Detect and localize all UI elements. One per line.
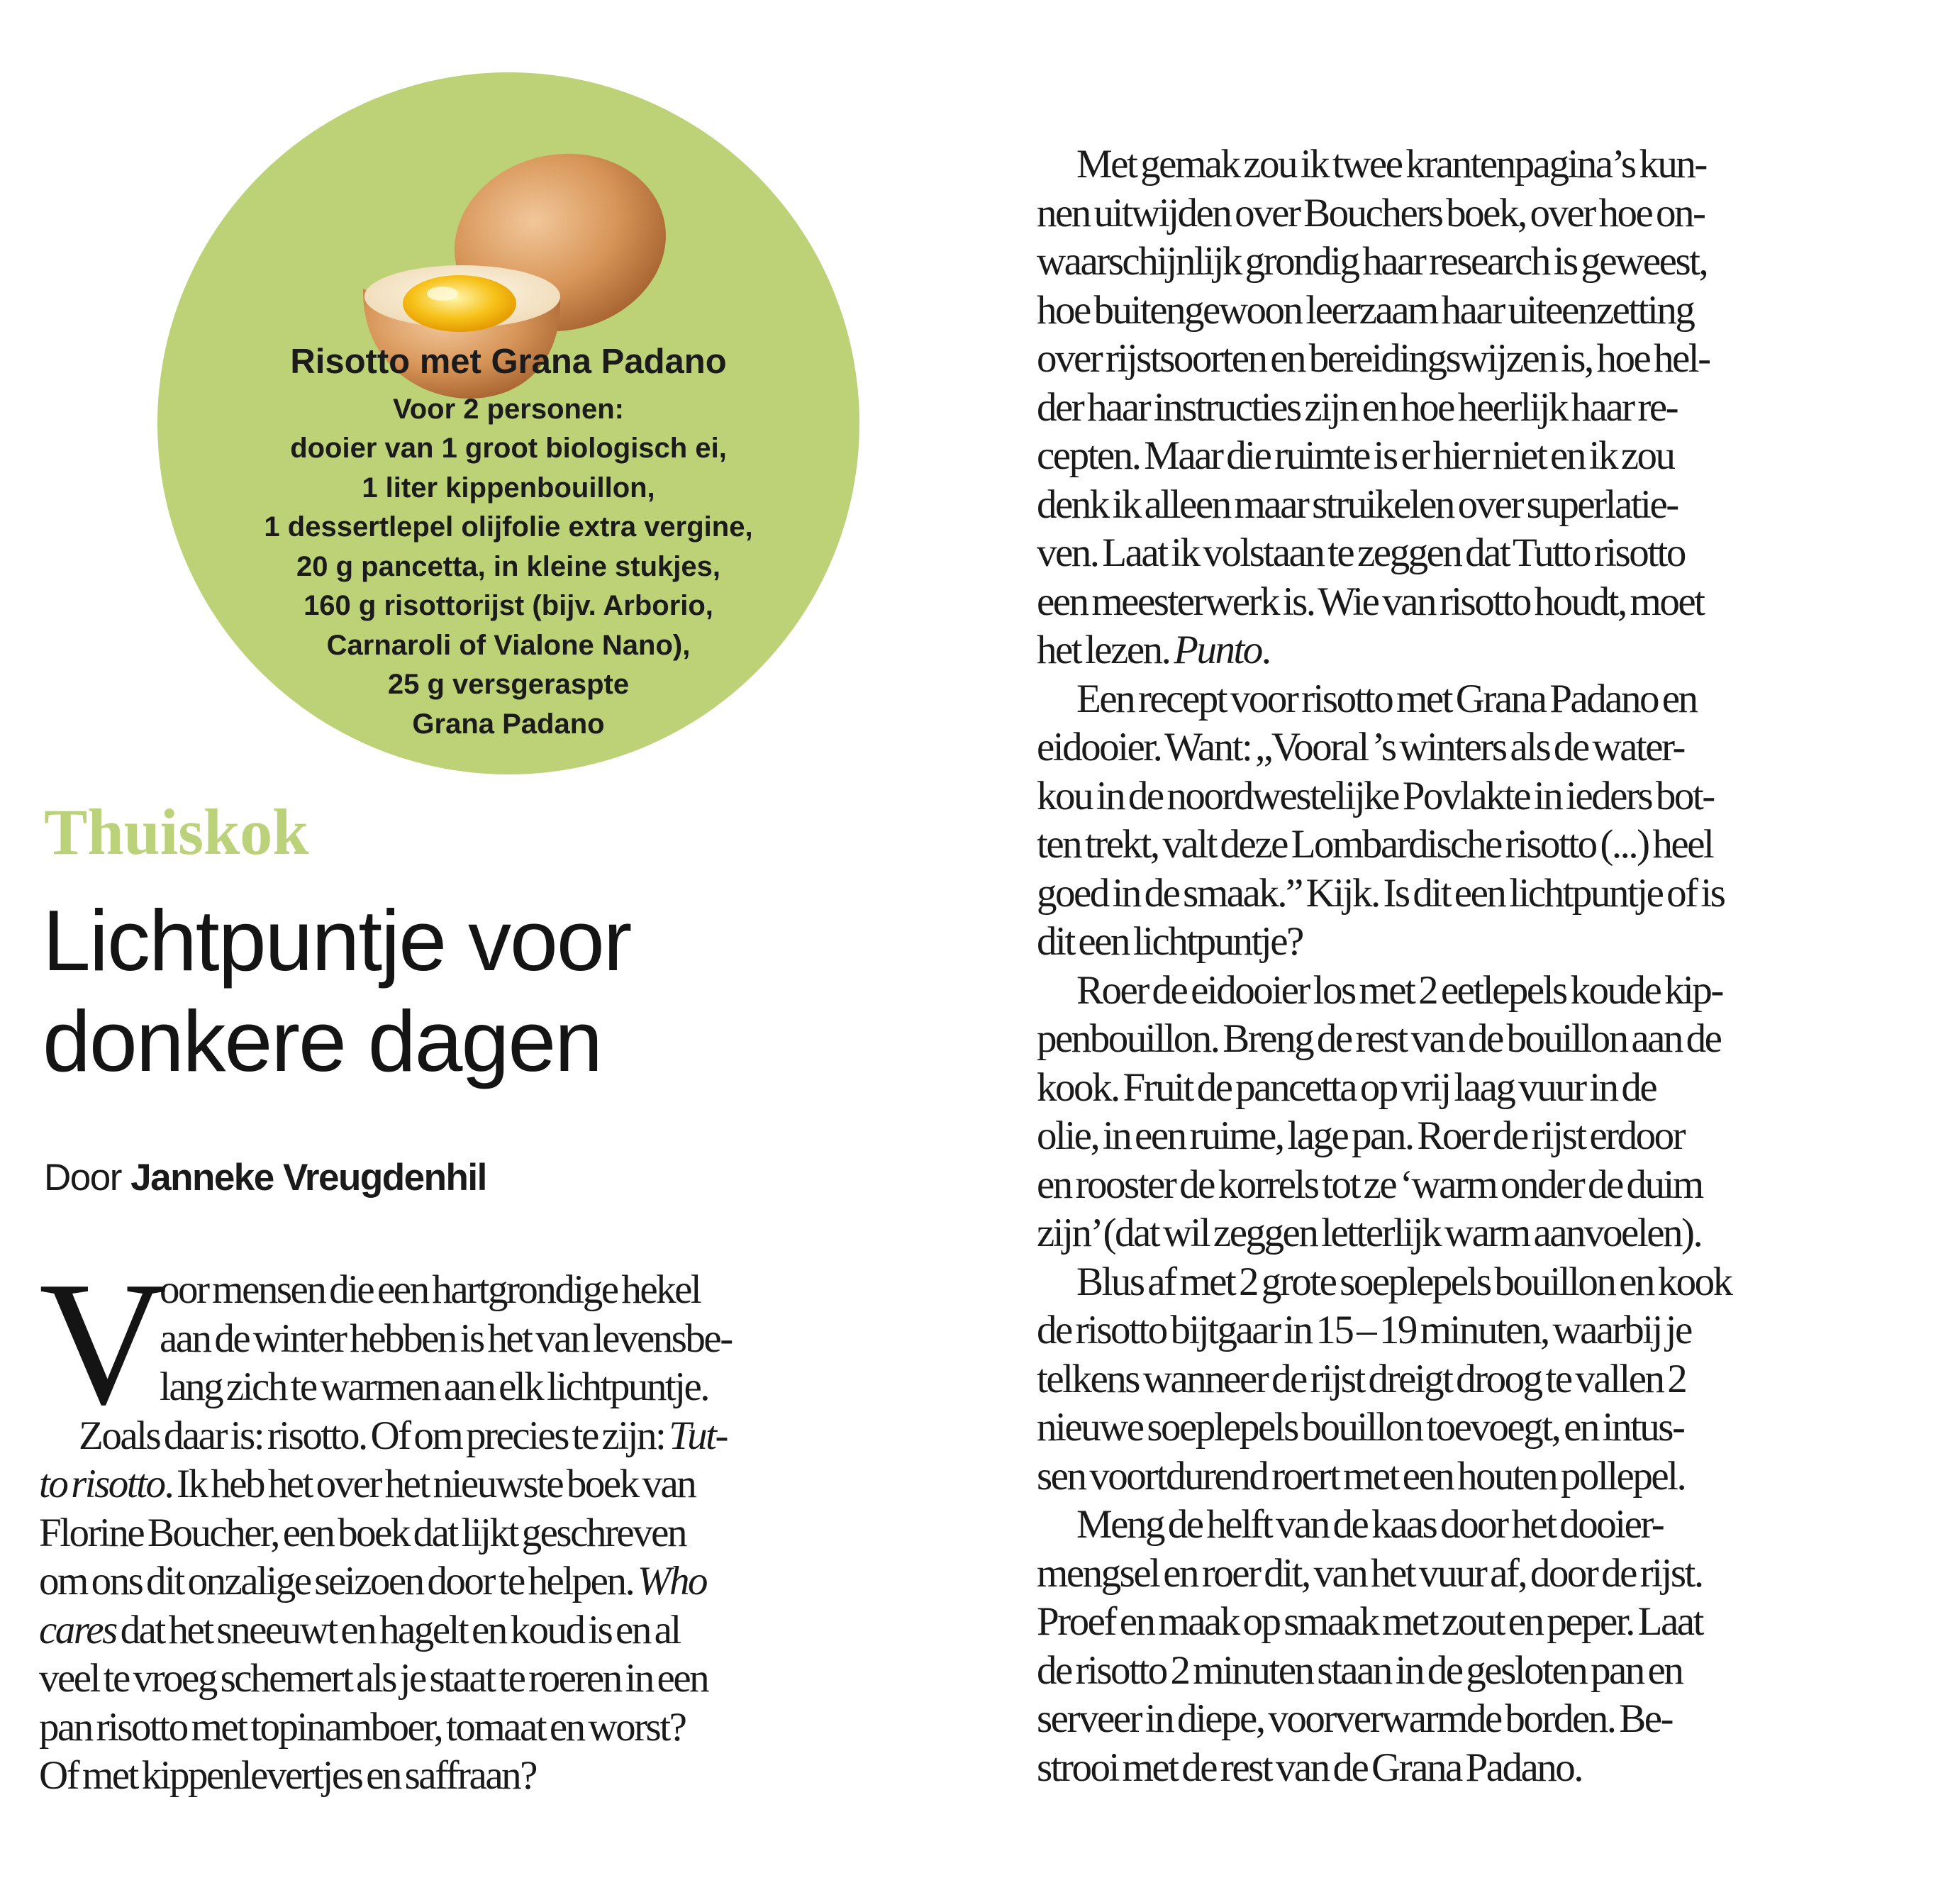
body-line: ten trekt, valt deze Lombardische risotto (...) heel	[1037, 822, 1713, 867]
body-line: kook. Fruit de pancetta op vrij laag vuur in de	[1037, 1064, 1656, 1110]
body-line: penbouillon. Breng de rest van de bouillon aan de	[1037, 1016, 1721, 1061]
ingredient: 160 g risottorijst (bijv. Arborio,	[304, 590, 713, 621]
body-line: Proef en maak op smaak met zout en peper. Laat	[1037, 1599, 1703, 1644]
body-line: Florine Boucher, een boek dat lijkt geschreven	[39, 1510, 686, 1555]
book-title: Tut-	[669, 1413, 727, 1458]
body-line: hoe buitengewoon leerzaam haar uiteenzetting	[1037, 287, 1694, 333]
body-line: olie, in een ruime, lage pan. Roer de rijst erdoor	[1037, 1113, 1685, 1158]
book-title: to risotto	[39, 1462, 165, 1506]
ingredient: 1 liter kippenbouillon,	[362, 472, 655, 504]
italic-phrase: Who	[637, 1559, 706, 1603]
byline	[44, 1153, 486, 1203]
body-line: nieuwe soeplepels bouillon toevoegt, en intus-	[1037, 1405, 1684, 1450]
body-line: dit een lichtpuntje?	[1037, 919, 1303, 964]
body-line: sen voortdurend roert met een houten pollepel.	[1037, 1453, 1686, 1499]
body-line: goed in de smaak.” Kijk. Is dit een lichtpuntje of is	[1037, 870, 1725, 916]
body-column-left	[39, 1245, 911, 1801]
body-line: nen uitwijden over Bouchers boek, over hoe on-	[1037, 190, 1705, 235]
body-line: lang zich te warmen aan elk lichtpuntje.	[160, 1364, 709, 1409]
drop-cap: V	[39, 1245, 167, 1442]
italic-phrase: cares	[39, 1607, 116, 1652]
section-kicker: Thuiskok	[44, 796, 309, 868]
body-line: aan de winter hebben is het van levensbe-	[160, 1316, 732, 1361]
body-line: zijn’ (dat wil zeggen letterlijk warm aanvoelen).	[1037, 1211, 1702, 1255]
body-line: pan risotto met topinamboer, tomaat en worst?	[39, 1704, 686, 1750]
recipe-serves: Voor 2 personen:	[393, 394, 624, 425]
body-line: veel te vroeg schemert als je staat te roeren in een	[39, 1656, 708, 1701]
byline-prefix: Door	[44, 1157, 121, 1199]
ingredient: 20 g pancetta, in kleine stukjes,	[296, 550, 720, 582]
ingredient: 25 g versgeraspte	[387, 669, 630, 700]
recipe-box	[157, 72, 859, 774]
yolk	[403, 275, 516, 332]
ingredient: Grana Padano	[412, 708, 605, 740]
body-line: Zoals daar is: risotto. Of om precies te zijn: Tut-	[79, 1413, 727, 1458]
recipe-text	[157, 337, 859, 744]
ingredient: 1 dessertlepel olijfolie extra vergine,	[264, 511, 753, 543]
body-line: Roer de eidooier los met 2 eetlepels koude kip-	[1076, 967, 1722, 1013]
ingredient: Carnaroli of Vialone Nano),	[326, 629, 691, 661]
byline-author: Janneke Vreugdenhil	[130, 1157, 486, 1199]
body-line: ven. Laat ik volstaan te zeggen dat Tutto risotto	[1037, 530, 1685, 575]
body-line: waarschijnlijk grondig haar research is geweest,	[1037, 239, 1708, 284]
body-column-right	[1037, 140, 1916, 1792]
body-line: mengsel en roer dit, van het vuur af, door de rijst.	[1037, 1550, 1703, 1596]
body-line: cepten. Maar die ruimte is er hier niet en ik zou	[1037, 433, 1674, 478]
headline-line: Lichtpuntje voor	[43, 892, 631, 989]
body-line: serveer in diepe, voorverwarmde borden. Be-	[1037, 1696, 1672, 1741]
body-line: oor mensen die een hartgrondige hekel	[160, 1267, 701, 1312]
body-line: de risotto bijtgaar in 15 – 19 minuten, waarbij je	[1037, 1308, 1691, 1352]
body-line: om ons dit onzalige seizoen door te helpen. Who	[39, 1559, 706, 1603]
body-line: over rijstsoorten en bereidingswijzen is, hoe hel-	[1037, 336, 1710, 381]
recipe-title: Risotto met Grana Padano	[290, 343, 727, 381]
body-line: cares dat het sneeuwt en hagelt en koud is en al	[39, 1607, 680, 1652]
body-line: het lezen. Punto.	[1037, 628, 1270, 672]
headline-line: donkere dagen	[43, 993, 602, 1089]
ingredient: dooier van 1 groot biologisch ei,	[290, 433, 727, 464]
body-line: denk ik alleen maar struikelen over superlatie-	[1037, 482, 1678, 527]
body-line: Met gemak zou ik twee krantenpagina’s kun-	[1076, 142, 1706, 187]
body-line: de risotto 2 minuten staan in de gesloten pan en	[1037, 1647, 1683, 1693]
body-line: Meng de helft van de kaas door het dooier-	[1076, 1502, 1664, 1547]
body-line: Of met kippenlevertjes en saffraan?	[39, 1753, 536, 1798]
body-line: en rooster de korrels tot ze ‘warm onder de duim	[1037, 1162, 1703, 1207]
body-line: Een recept voor risotto met Grana Padano en	[1076, 676, 1697, 721]
body-line: Blus af met 2 grote soeplepels bouillon en kook	[1076, 1259, 1732, 1304]
body-line: telkens wanneer de rijst dreigt droog te vallen 2	[1037, 1356, 1686, 1401]
body-line: eidooier. Want: „Vooral ’s winters als de water-	[1037, 725, 1684, 769]
body-line: strooi met de rest van de Grana Padano.	[1037, 1745, 1583, 1790]
italic-phrase: Punto	[1174, 628, 1262, 672]
body-line: to risotto. Ik heb het over het nieuwste boek van	[39, 1462, 696, 1506]
body-line: der haar instructies zijn en hoe heerlijk haar re-	[1037, 384, 1678, 430]
body-line: een meesterwerk is. Wie van risotto houdt, moet	[1037, 579, 1704, 624]
headline	[43, 890, 630, 1091]
body-line: kou in de noordwestelijke Povlakte in ieders bot-	[1037, 773, 1714, 818]
